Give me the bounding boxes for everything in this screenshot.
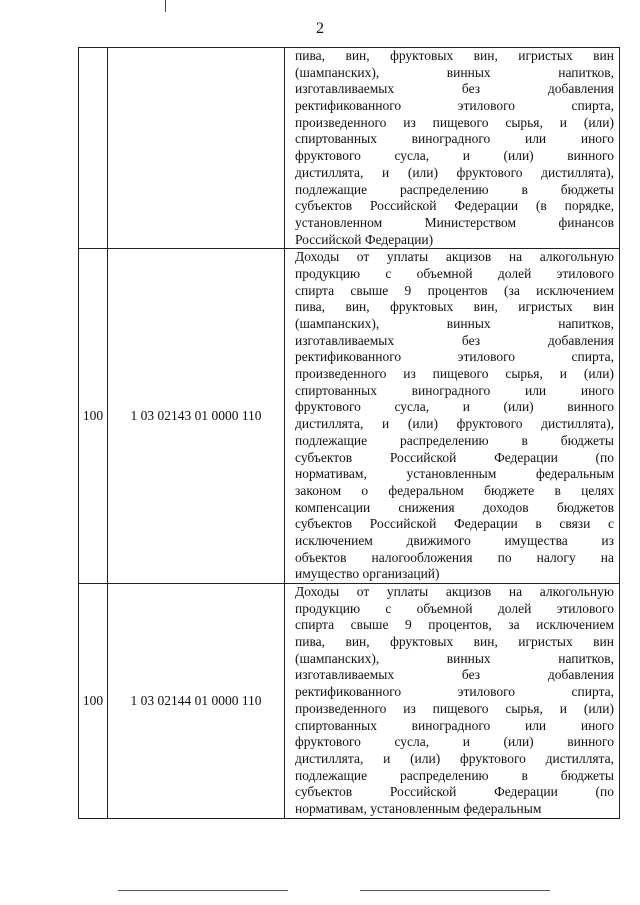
kbk-code-cell: 1 03 02143 01 0000 110 [108, 249, 285, 584]
description-line: дистиллята, и (или) фруктового дистиллята, [295, 750, 614, 766]
description-line: пива, вин, фруктовых вин, игристых вин [295, 634, 614, 650]
description-line: установленном Министерством финансов [295, 214, 614, 230]
budget-codes-table [78, 47, 620, 819]
description-line: компенсации снижения доходов бюджетов [295, 499, 614, 515]
description-line: дистиллята, и (или) фруктового дистиллята), [295, 416, 614, 432]
description-line: субъектов Российской Федерации (по [295, 449, 614, 465]
footer-rule-right [360, 890, 550, 891]
description-line: Доходы от уплаты акцизов на алкогольную [295, 249, 614, 265]
description-line: нормативам, установленным федеральным [295, 466, 614, 482]
description-line: спиртованных виноградного или иного [295, 717, 614, 733]
description-line: ректификованного этилового спирта, [295, 349, 614, 365]
description-line: произведенного из пищевого сырья, и (или) [295, 366, 614, 382]
description-line: объектов налогообложения по налогу на [295, 549, 614, 565]
table-row [79, 584, 620, 819]
description-line: фруктового сусла, и (или) винного [295, 734, 614, 750]
margin-tick-mark [165, 0, 166, 12]
description-line: подлежащие распределению в бюджеты [295, 432, 614, 448]
description-line: субъектов Российской Федерации в связи с [295, 516, 614, 532]
description-line: спирта свыше 9 процентов, за исключением [295, 617, 614, 633]
description-line: подлежащие распределению в бюджеты [295, 767, 614, 783]
description-line: произведенного из пищевого сырья, и (или) [295, 700, 614, 716]
admin-code-cell [79, 48, 108, 249]
description-line: фруктового сусла, и (или) винного [295, 399, 614, 415]
description-line: субъектов Российской Федерации (в порядке, [295, 198, 614, 214]
description-line: (шампанских), винных напитков, [295, 316, 614, 331]
revenue-description-cell [285, 584, 620, 819]
description-line: фруктового сусла, и (или) винного [295, 148, 614, 164]
description-line: изготавливаемых без добавления [295, 332, 614, 348]
description-line: исключением движимого имущества из [295, 532, 614, 548]
description-line: пива, вин, фруктовых вин, игристых вин [295, 48, 614, 63]
page-number: 2 [316, 20, 324, 37]
admin-code-cell: 100 [79, 584, 108, 819]
footer-rule-left [118, 890, 288, 891]
description-line: (шампанских), винных напитков, [295, 64, 614, 80]
revenue-description-cell [285, 48, 620, 249]
description-line: изготавливаемых без добавления [295, 81, 614, 97]
description-line: продукцию с объемной долей этилового [295, 600, 614, 616]
table-row [79, 48, 620, 249]
description-line: спирта свыше 9 процентов (за исключением [295, 282, 614, 298]
description-line: (шампанских), винных напитков, [295, 650, 614, 666]
description-line: подлежащие распределению в бюджеты [295, 181, 614, 197]
description-line: имущество организаций) [295, 566, 440, 582]
description-line: Российской Федерации) [295, 231, 434, 247]
description-line: законом о федеральном бюджете в целях [295, 482, 614, 498]
description-line: нормативам, установленным федеральным [295, 800, 542, 816]
description-line: дистиллята, и (или) фруктового дистиллята), [295, 164, 614, 180]
description-line: субъектов Российской Федерации (по [295, 784, 614, 800]
description-line: продукцию с объемной долей этилового [295, 265, 614, 281]
revenue-description-cell [285, 249, 620, 584]
description-line: ректификованного этилового спирта, [295, 684, 614, 700]
description-line: спиртованных виноградного или иного [295, 131, 614, 147]
description-line: Доходы от уплаты акцизов на алкогольную [295, 584, 614, 599]
description-line: произведенного из пищевого сырья, и (или) [295, 114, 614, 130]
description-line: пива, вин, фруктовых вин, игристых вин [295, 299, 614, 315]
description-line: спиртованных виноградного или иного [295, 382, 614, 398]
admin-code-cell: 100 [79, 249, 108, 584]
kbk-code-cell: 1 03 02144 01 0000 110 [108, 584, 285, 819]
description-line: ректификованного этилового спирта, [295, 98, 614, 114]
table-body [79, 48, 620, 819]
table-row [79, 249, 620, 584]
description-line: изготавливаемых без добавления [295, 667, 614, 683]
kbk-code-cell [108, 48, 285, 249]
